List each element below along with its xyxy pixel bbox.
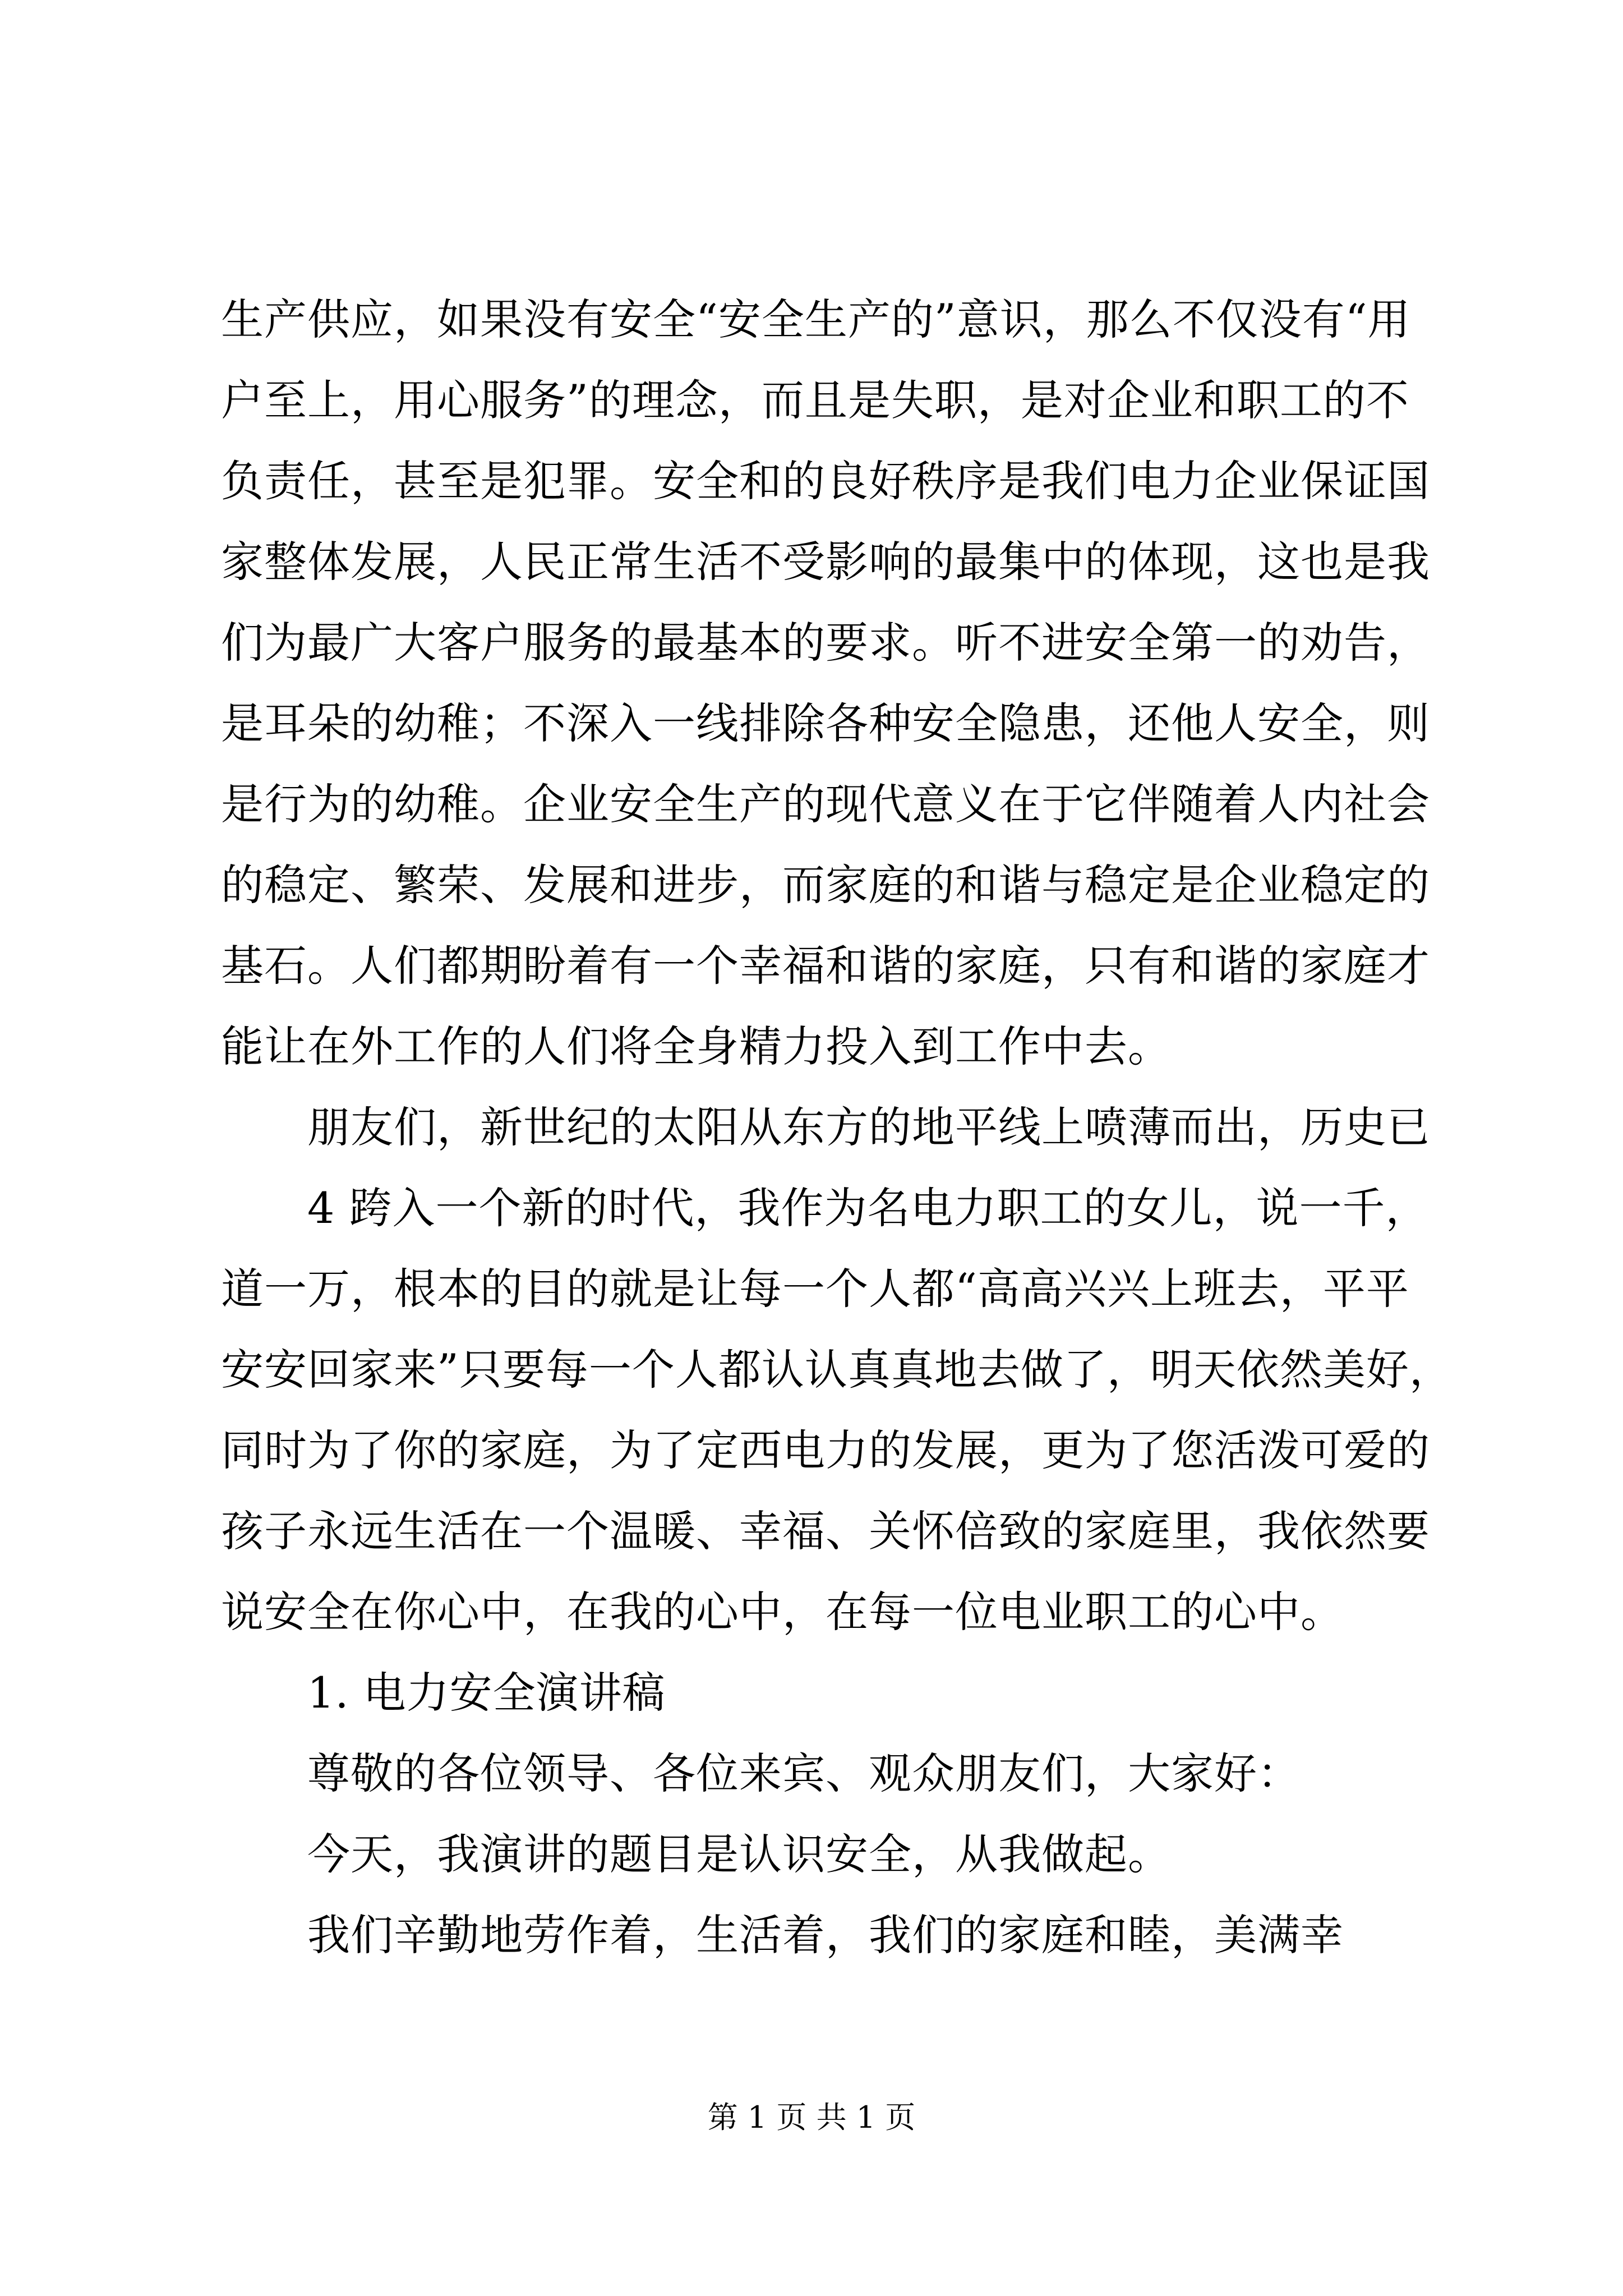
text-line-7: 是行为的幼稚。企业安全生产的现代意义在于它伴随着人内社会 [221,779,1430,829]
text-line-20: 今天，我演讲的题目是认识安全，从我做起。 [221,1829,1171,1879]
text-line-8: 的稳定、繁荣、发展和进步，而家庭的和谐与稳定是企业稳定的 [221,860,1430,910]
text-line-17: 说安全在你心中，在我的心中，在每一位电业职工的心中。 [221,1587,1344,1637]
text-line-14: 安安回家来”只要每一个人都认认真真地去做了，明天依然美好， [221,1345,1453,1395]
document-body [221,279,1455,1976]
text-line-15: 同时为了你的家庭，为了定西电力的发展，更为了您活泼可爱的 [221,1425,1430,1475]
text-line-5: 们为最广大客户服务的最基本的要求。听不进安全第一的劝告， [221,618,1430,668]
text-line-21: 我们辛勤地劳作着，生活着，我们的家庭和睦，美满幸 [221,1910,1344,1960]
text-line-1: 生产供应，如果没有安全“安全生产的”意识，那么不仅没有“用 [221,295,1411,344]
text-line-18: 1. 电力安全演讲稿 [221,1668,666,1718]
text-line-12: 4 跨入一个新的时代，我作为名电力职工的女儿，说一千， [221,1183,1429,1233]
text-line-9: 基石。人们都期盼着有一个幸福和谐的家庭，只有和谐的家庭才 [221,941,1430,991]
text-line-6: 是耳朵的幼稚；不深入一线排除各种安全隐患，还他人安全，则 [221,698,1430,748]
text-line-10: 能让在外工作的人们将全身精力投入到工作中去。 [221,1022,1171,1071]
text-line-2: 户至上，用心服务”的理念，而且是失职，是对企业和职工的不 [221,375,1409,425]
page-footer [0,2095,1623,2140]
text-line-16: 孩子永远生活在一个温暖、幸福、关怀倍致的家庭里，我依然要 [221,1506,1430,1556]
text-line-13: 道一万，根本的目的就是让每一个人都“高高兴兴上班去，平平 [221,1264,1409,1314]
page-number-label: 第 1 页 共 1 页 [707,2100,916,2135]
text-line-3: 负责任，甚至是犯罪。安全和的良好秩序是我们电力企业保证国 [221,456,1430,506]
text-line-11: 朋友们，新世纪的太阳从东方的地平线上喷薄而出，历史已 [221,1102,1430,1152]
text-line-19: 尊敬的各位领导、各位来宾、观众朋友们，大家好： [221,1749,1301,1798]
text-line-4: 家整体发展，人民正常生活不受影响的最集中的体现，这也是我 [221,537,1430,587]
